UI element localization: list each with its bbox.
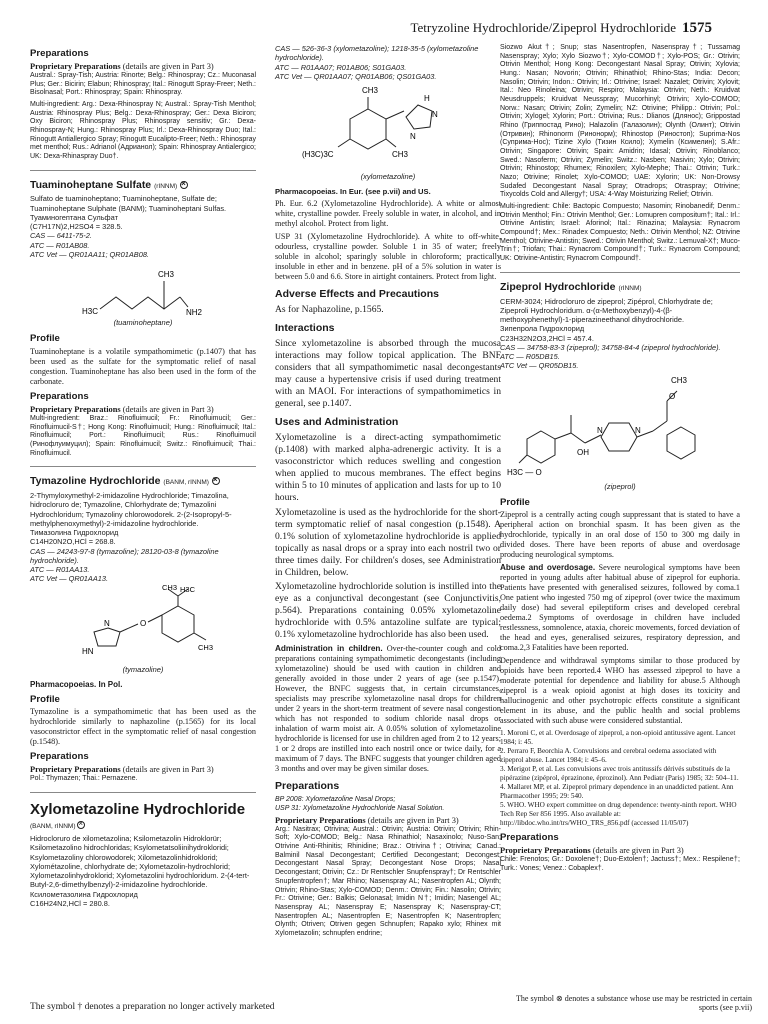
zip-prop-text: Chile: Frenotos; Gr.: Doxolene†; Duo-Extolen†; Jactuss†; Mex.: Respilene†; Turk.: Vones; Venez.: Cobaplex†.	[500, 856, 740, 873]
uses-p3: Xylometazoline hydrochloride solution is instilled into the eye as a conjunctival decongestant (see Conjunctivitis, p.564). Preparations containing 0.05% xylometazoline hydrochloride with 0.5% antazoline sulfate are typical; 0.1% xylometazoline hydrochloride has also been used.	[275, 581, 501, 641]
xylo-h-label: H	[424, 94, 430, 103]
tuam-title: Tuaminoheptane Sulfate	[30, 178, 152, 191]
tuam-synonyms: Sulfato de tuaminoheptano; Tuaminoheptane, Sulfate de; Tuaminoheptane Sulphate (BANM); Tuaminoheptani Sulfas.	[30, 194, 227, 213]
admin-children	[275, 644, 501, 774]
tuam-profile-heading: Profile	[30, 333, 60, 345]
zip-cas: CAS — 34758-83-3 (zipeprol); 34758-84-4 (zipeprol hydrochloride).	[500, 342, 721, 352]
divider	[30, 792, 256, 793]
zip-n2-label: N	[635, 425, 641, 435]
tuam-profile: Tuaminoheptane is a volatile sympathomimetic (p.1407) that has been used as the sulfate for the symptomatic relief of nasal congestion. Tuaminoheptane has also been used in the form of the carbonate.	[30, 347, 256, 387]
adverse-heading: Adverse Effects and Precautions	[275, 288, 439, 301]
zip-prop-sub	[500, 846, 740, 856]
tyma-ch3b-label: CH3	[198, 642, 214, 652]
xylo-pharm: Pharmacopoeias. In Eur. (see p.vii) and US.	[275, 187, 431, 197]
reference-item: 5. WHO. WHO expert committee on drug dependence: twenty-ninth report. WHO Tech Rep Ser 856 1995. Also available at: http://libdoc.who.int/trs/WHO_TRS_856.pdf (accessed 11/05/07)	[500, 801, 737, 828]
reference-item: 3. Merigot P, et al. Les convulsions avec trois antitussifs dérivés substitués de la pipérazine (zipéprol, éprazinone, éprozinol). Ann Pediatr (Paris) 1985; 32: 504–11.	[500, 765, 739, 783]
tyma-profile-heading: Profile	[30, 693, 60, 705]
prep2-heading: Preparations	[30, 391, 89, 403]
zip-formula: C23H32N2O3,2HCl = 457.4.	[500, 333, 594, 343]
tyma-profile: Tymazoline is a sympathomimetic that has been used as the hydrochloride similarly to naphazoline (p.1565) for its local vasoconstrictor effect in the symptomatic relief of nasal congestion (p.1548).	[30, 707, 256, 747]
xylo-prep-heading: Preparations	[275, 780, 340, 793]
restricted-sport-icon	[77, 821, 85, 829]
tyma-ch3-label: CH3	[162, 583, 178, 592]
xylo-heading	[30, 801, 256, 819]
zip-caption: (zipeprol)	[604, 481, 636, 491]
prep1-details: (details are given in Part 3)	[122, 61, 214, 71]
tuam-formula: (C7H17N)2,H2SO4 = 328.5.	[30, 222, 123, 232]
tyma-hn-label: HN	[82, 646, 94, 656]
references	[500, 729, 740, 828]
xylo-cas: CAS — 526-36-3 (xylometazoline); 1218-35-5 (xylometazoline hydrochloride).	[275, 44, 479, 63]
prep2-sub	[30, 405, 256, 415]
zip-prop-details: (details are given in Part 3)	[592, 846, 684, 856]
tyma-title: Tymazoline Hydrochloride	[30, 475, 161, 488]
running-header	[410, 20, 712, 37]
xylo-inn-row	[30, 821, 256, 831]
column-3	[500, 44, 740, 874]
xylo-prop-sub-label: Proprietary Preparations	[275, 815, 366, 825]
prep3-sub	[30, 765, 256, 775]
tuam-nh2-label: NH2	[186, 308, 203, 318]
xylo-synonyms: Hidrocloruro de xilometazolina; Ksilometazolin Hidroklorür; Ksilometazolino hidrochloridas; Ksylometatsoliinihydrokloridi; Ksylometazoliny chlorowodorek; Xilometazolinhidroklorid; Xylométazoline, chlorhydrate de; Xylometazolin-hydrochlorid; Xylometazolinhydroklorid; Xylometazolini hydrochloridum. 2-(4-tert-Butyl-2,6-dimethylbenzyl)-2-imidazoline hydrochloride.	[30, 834, 250, 890]
tyma-synonyms: 2-Thymyloxymethyl-2-imidazoline Hydrochloride; Timazolina, hidrocloruro de; Tymazoline, Chlorhydrate de; Tymazolini Hydrochloridum; Tymazoliny chlorowodorek. 2-(2-Isopropyl-5-methylphenoxymethyl)-2-imidazoline hydrochloride.	[30, 491, 232, 528]
zip-russian: Зипепрола Гидрохлорид	[500, 324, 585, 334]
xylometazoline-structure	[298, 81, 478, 171]
zip-synonyms: CERM-3024; Hidrocloruro de zipeprol; Zipéprol, Chlorhydrate de; Zipeproli Hydrochloridum. α-(α-Methoxybenzyl)-4-(β-methoxyphenethyl)-1-piperazineethanol dihydrochloride.	[500, 296, 713, 325]
footer-right: The symbol ⊗ denotes a substance whose use may be restricted in certain sports (see p.vii)	[516, 994, 752, 1012]
tyma-russian: Тимазолина Гидрохлорид	[30, 528, 119, 538]
restricted-sport-icon	[212, 477, 220, 485]
xylo-tbu-label: (H3C)3C	[302, 150, 334, 159]
prep1-multi: Multi-ingredient: Arg.: Dexa-Rhinospray N; Austral.: Spray-Tish Menthol; Austria: Rhinospray Plus; Belg.: Dexa-Rhinospray; Ger.: Dexa Biciron; Oxy Biciron; Rhinospray Plus; Rhinospray sensitiv; Gr.: Dexa-Rhinospray-N; Hung.: Rhinospray Plus; Irl.: Dexa-Rhinospray Duo; Ital.: Rinogutt Antiallergico Spray; Rinogutt Eucalipto-Freer; Neth.: Rhinospray met menthol; Rus.: Adrianol (Адрианол); Spain: Rhinospray Antialergico; UK: Dexa-Rhinaspray Duo†.	[30, 100, 256, 160]
divider	[500, 272, 740, 273]
tyma-atcvet: ATC Vet — QR01AA13.	[30, 574, 109, 584]
prep3-sub-label: Proprietary Preparations	[30, 764, 121, 774]
prep2-details: (details are given in Part 3)	[122, 404, 214, 414]
xylo-n2-label: N	[410, 132, 416, 141]
tyma-inn: (BANM, rINNM)	[163, 479, 209, 487]
zip-n1-label: N	[597, 425, 603, 435]
zip-heading	[500, 281, 740, 294]
xylo-bp: BP 2008: Xylometazoline Nasal Drops;	[275, 796, 396, 804]
xylo-pheur: Ph. Eur. 6.2 (Xylometazoline Hydrochloride). A white or almost white, crystalline powder. Freely soluble in water, in alcohol, and in methyl alcohol. Protect from light.	[275, 199, 501, 229]
footer-left: The symbol † denotes a preparation no longer actively marketed	[30, 1002, 275, 1012]
prep3-details: (details are given in Part 3)	[122, 764, 214, 774]
tyma-h3c-label: H3C	[180, 584, 196, 594]
prep1-text: Austral.: Spray-Tish; Austria: Rinorte; Belg.: Rhinospray; Cz.: Muconasal Plus; Ger.: Bicirin; Elabun; Rhinospray; Ital.: Rinogutt Spray-Freer; Neth.: Bisolnasal; Port.: Rhinospray; Spain: Rhinospray.	[30, 71, 256, 97]
xylo-title: Xylometazoline Hydrochloride	[30, 800, 246, 818]
zip-o-label: O	[669, 391, 676, 401]
zip-title: Zipeprol Hydrochloride	[500, 280, 616, 293]
xylo-usp: USP 31 (Xylometazoline Hydrochloride). A white to off-white, odourless, crystalline powder. Soluble 1 in 35 of water; freely soluble in alcohol; sparingly soluble in chloroform; practically insoluble in ether and in benzene. pH of a 5% solution in water is between 5.0 and 6.6. Store in airtight containers. Protect from light.	[275, 232, 501, 282]
prep1-sub	[30, 62, 256, 72]
uses-p2: Xylometazoline is used as the hydrochloride for the short-term symptomatic relief of nasal congestion (p.1548). A 0.1% solution of xylometazoline hydrochloride is applied topically as nasal drops or a spray into each nostril two or three times daily. For children's doses, see Administration in Children, below.	[275, 506, 501, 578]
xylo-usp31: USP 31: Xylometazoline Hydrochloride Nasal Solution.	[275, 804, 445, 812]
prep2-sub-label: Proprietary Preparations	[30, 404, 121, 414]
xylo-n1-label: N	[432, 110, 438, 119]
tyma-caption: (tymazoline)	[122, 664, 164, 674]
zip-abuse-title: Abuse and overdosage.	[500, 563, 596, 573]
adverse-text: As for Naphazoline, p.1565.	[275, 304, 384, 316]
zip-atc: ATC — R05DB15.	[500, 352, 560, 362]
column-1	[30, 44, 256, 908]
zip-abuse-text: Severe neurological symptoms have been reported in young adults after habitual abuse of zipeprol for euphoria. Patients have presented with generalised seizures, followed by coma.1 One patient who ingested 750 mg of zipeprol (over twice the maximum daily dose) had several epileptiform crises and developed cerebral oedema.2 Symptoms of overdosage in children have included restlessness, somnolence, ataxia, choreic movements, forced deviation of the head and eyes, generalised seizures, respiratory depression, and coma.2,3 Fatalities have been reported.	[500, 563, 740, 653]
tyma-o-label: O	[140, 618, 147, 628]
tuam-cas: CAS — 6411-75-2.	[30, 231, 92, 241]
tyma-cas: CAS — 24243-97-8 (tymazoline); 28120-03-8 (tymazoline hydrochloride).	[30, 546, 219, 565]
zip-abuse-p2: Dependence and withdrawal symptoms similar to those produced by opioids have been reported.4 WHO has assessed zipeprol to have a moderate potential for dependence and liability for abuse.5 Although zipeprol is a weak opioid agonist at high doses its toxicity and hallucinogenic and other psychotropic effects constitute a significant element in its abuse, and the public health and social problems associated with such abuse were considered substantial.	[500, 656, 740, 726]
prep3-text: Pol.: Thymazen; Thai.: Pernazene.	[30, 775, 138, 783]
xylo-atcvet: ATC Vet — QR01AA07; QR01AB06; QS01GA03.	[275, 71, 437, 81]
zip-atcvet: ATC Vet — QR05DB15.	[500, 361, 579, 371]
uses-p1: Xylometazoline is a direct-acting sympathomimetic (p.1408) with marked alpha-adrenergic activity. It is a vasoconstrictor which reduces swelling and congestion when applied to mucous membranes. The effect begins within 5 to 10 minutes of application and lasts for up to 10 hours.	[275, 431, 501, 503]
tyma-n-label: N	[104, 618, 110, 628]
xylo-multi: Multi-ingredient: Chile: Bactopic Compuesto; Nasomin; Rinobanedif; Denm.: Otrivin Menthol; Fin.: Otrivin Menthol; Ger.: Lomupren compositum†; Ital.: Irl.: Otrivine Antistin; Israel: Aforinol; Ital.: Rinazina; Malaysia: Rynacrom Compound†; Mex.: Rinadex Compuesto; Neth.: Otrivin Menthol; NZ: Otrivine Menthol; Otrivine-Antistin; Swed.: Otrivin Menthol; Switz.: Lemuval-X†; Muco-Trin†; Triofan; Thai.: Rynacrom Compound†; Turk.: Rynacrom Compound; UK: Otrivine-Antistin; Rynacrom Compound†.	[500, 203, 740, 263]
xylo-russian: Ксилометазолина Гидрохлорид	[30, 889, 138, 899]
admin-children-text: Over-the-counter cough and cold preparations containing sympathomimetic decongestants (including xylometazoline) should be used with caution in children and generally avoided in those under 2 years of age (see p.1547). However, the BNFC suggests that, in certain circumstances, specialists may prescribe xylometazoline nasal drops for children under 2 years in the short-term treatment of severe nasal congestion which has not responded to sodium chloride nasal drops or inhalation of warm moist air. A 0.05% solution of xylometazoline hydrochloride is licensed for use in children aged from 2 to 12 years; 1 or 2 drops are instilled into each nostril once or twice daily, for a maximum of 7 days. The BNFC suggests that younger children aged 3 months and over may be given similar doses.	[275, 644, 502, 774]
tyma-formula: C14H20N2O,HCl = 268.8.	[30, 537, 116, 547]
tyma-heading	[30, 475, 256, 488]
column-2	[275, 44, 501, 939]
zip-prep-heading: Preparations	[500, 832, 559, 844]
page-number: 1575	[682, 20, 712, 36]
tymazoline-structure	[68, 584, 218, 664]
interactions-heading: Interactions	[275, 322, 335, 335]
tuam-caption: (tuaminoheptane)	[113, 318, 173, 328]
xylo-inn: (BANM, rINNM)	[30, 823, 76, 831]
prep3-heading: Preparations	[30, 751, 89, 763]
xylo-formula: C16H24N2,HCl = 280.8.	[30, 898, 110, 908]
zip-profile: Zipeprol is a centrally acting cough suppressant that is stated to have a peripheral action on bronchial spasm. It has been given as the hydrochloride, typically in an oral dose of 150 to 300 mg daily in divided doses. There have been reports of abuse and overdosage producing neurological symptoms.	[500, 510, 740, 560]
zipeprol-structure	[505, 371, 735, 481]
prep1-sub-label: Proprietary Preparations	[30, 61, 121, 71]
zip-abuse	[500, 563, 740, 653]
restricted-sport-icon	[180, 181, 188, 189]
header-title: Tetryzoline Hydrochloride/Zipeprol Hydrochloride	[410, 20, 676, 35]
tyma-pharm: Pharmacopoeias. In Pol.	[30, 679, 123, 689]
tuam-inn: (rINNM)	[154, 182, 178, 190]
divider	[30, 170, 256, 171]
uses-heading: Uses and Administration	[275, 415, 399, 428]
tuam-h3c-label: H3C	[82, 307, 99, 317]
zip-prop-sub-label: Proprietary Preparations	[500, 846, 591, 856]
admin-children-title: Administration in children.	[275, 644, 383, 654]
divider	[30, 466, 256, 467]
tuam-heading	[30, 179, 256, 192]
prep1-heading: Preparations	[30, 48, 89, 59]
zip-oh-label: OH	[577, 447, 589, 457]
zip-h3co-label: H3C — O	[507, 467, 542, 477]
tuam-russian: Туаминогептана Сульфат	[30, 212, 118, 222]
interactions-text: Since xylometazoline is absorbed through the mucosa interactions may follow topical application. The BNF considers that all sympathomimetic nasal decongestants may cause a hypertensive crisis if used during treatment with an MAOI. For interactions of sympathomimetics in general, see p.1407.	[275, 337, 501, 409]
tuaminoheptane-structure	[78, 259, 208, 317]
xylo-ch3b-label: CH3	[392, 150, 409, 159]
xylo-prop-continued: Siozwo Akut†; Snup; stas Nasentropfen, Nasenspray†; Tussamag Nasenspray; Xylo; Xylo Siozwo†; Xylo-COMOD†; Xylo-POS; Gr.: Otrivin; Otrivin Menthol; Hong Kong: Decongestant Nasal Spray; Otrivin; Xylovia; Hung.: Nasan; Novorin; Otrivin; Rhinathiol; Rhino-Stas; India: Decon; Nasolin; Otrivin; Indon.: Otrivin; Irl.: Otrivine; Israel: Nazalet; Otrivin; Xylovit; Ital.: Neo Rinoleina; Otrivin; Respiro; Malaysia: Otrivin; Neth.: Kruidvat Neusdruppels; Kruidvat Neusspray; Mucorhinyl; Otrivin; Xylo-COMOD; Norw.: Nasan; Otrivin; Zolin; Zymelin; NZ: Otrivine; Philipp.: Otrivin; Pol.: Otrivin; Xylogel; Xylorin; Port.: Otrivina; Rus.: Dlianos (Длянос); Grippostad Rhino (Гриппостад Рино); Halazolin (Галазолин); Olynth (Олинт); Otrivin (Отривин); Rhinonorm (Ринонорм); Rhinostop (Риностоп); Suprima-Nos (Суприма-Нос); Tizine Xylo (Тизин Ксило); Xymelin (Ксимелин); S.Afr.: Otrivin; Singapore: Otrivin; Spain: Amidrin; Idasal; Otrivin; Rinoblanco; Swed.: Nasoferm; Otrivin; Zymelin; Switz.: Nasben; Nasivin; Xylo; Otrivin; Otrivin; Rhinostop; Rhumex; Rinoxilen; Xylo-Mephe; Thai.: Otrivin; Turk.: Nazo; Otrivine; Rinolet; Xylo-COMOD; UAE: Xylorin; UK: Non-Drowsy Sudafed Decongestant Nasal Spray; Otradrops; Otraspray; Otrivine; Tixycolds Cold and Allergy†; USA: 4-Way Moisturizing Relief; Otrivin.	[500, 44, 740, 199]
zip-profile-heading: Profile	[500, 496, 530, 508]
tuam-atc: ATC — R01AB08.	[30, 240, 90, 250]
xylo-ch3-label: CH3	[362, 86, 379, 95]
xylo-prop-details: (details are given in Part 3)	[367, 815, 459, 825]
xylo-prop-text: Arg.: Nasitrax; Otrivina; Austral.: Otrivin; Austria: Otrivin; Otrivin; Rhin-Soft; Xylo-COMOD; Belg.: Nasa Rhinathiol; Nasaxinolo; Nuso-San; Otrivine Anti-Rhinitis; Rhinidine; Braz.: Otrivina†; Otrivina; Canad.: Balminil Nasal Decongestant; Certified Decongestant; Decongest; Decongestant Nasal Spray; Decongestant Nose Drops; Nasal Decongestant; Otrivin; Cz.: Dr Rentschler Snupfenspray†; Dr Rentschler Snupfentropfen†; Mar Rhino; Nasenspray AL; Nasentropfen AL; Olynth; Otrivin; Rhino-Stas; Xylo-COMOD; Denm.: Otrivin; Fin.: Nasolin; Otrivin; Fr.: Otrivine; Ger.: Balkis; Gelonasal; Imidin N†; Imidin; Nasengel AL; Nasenspray AL; Nasenspray E; Nasenspray K; Nasenspray-CT; Nasentropfen AL; Nasentropfen E; Nasentropfen K; Nasentropfen; Olynth; Otriven; Otriven gegen Schnupfen; Rapako xylo; Rhinex mit Xylometazolin; schnupfen endrine;	[275, 825, 501, 937]
xylo-prop-sub	[275, 816, 501, 826]
reference-item: 4. Mallaret MP, et al. Zipeprol primary dependence in an unaddicted patient. Ann Pharmacother 1995; 29: 540.	[500, 783, 734, 801]
tuam-ch3-label: CH3	[158, 270, 175, 280]
zip-inn: (rINNM)	[618, 284, 642, 292]
tuam-atcvet: ATC Vet — QR01AA11; QR01AB08.	[30, 249, 149, 259]
zip-ch3-label: CH3	[671, 375, 688, 385]
tyma-atc: ATC — R01AA13.	[30, 565, 90, 575]
prep2-text: Multi-ingredient: Braz.: Rinofluimucil; Fr.: Rinofluimucil; Ger.: Rinofluimucil-S†; Hong Kong: Rinofluimucil; Hung.: Rinofluimucil; Ital.: Rinofluimucil; Port.: Rinofluimucil; Rus.: Rinofluimucil (Ринофлуимуцил); Spain: Rinofluimucil; Switz.: Rinofluimucil; Thai.: Rinofluimucil.	[30, 415, 256, 457]
reference-item: 2. Perraro F, Beorchia A. Convulsions and cerebral oedema associated with zipeprol abuse. Lancet 1984; i: 45–6.	[500, 747, 717, 765]
xylo-atc: ATC — R01AA07; R01AB06; S01GA03.	[275, 62, 407, 72]
xylo-caption: (xylometazoline)	[360, 172, 416, 181]
reference-item: 1. Moroni C, et al. Overdosage of zipeprol, a non-opioid antitussive agent. Lancet 1984; i: 45.	[500, 729, 736, 747]
